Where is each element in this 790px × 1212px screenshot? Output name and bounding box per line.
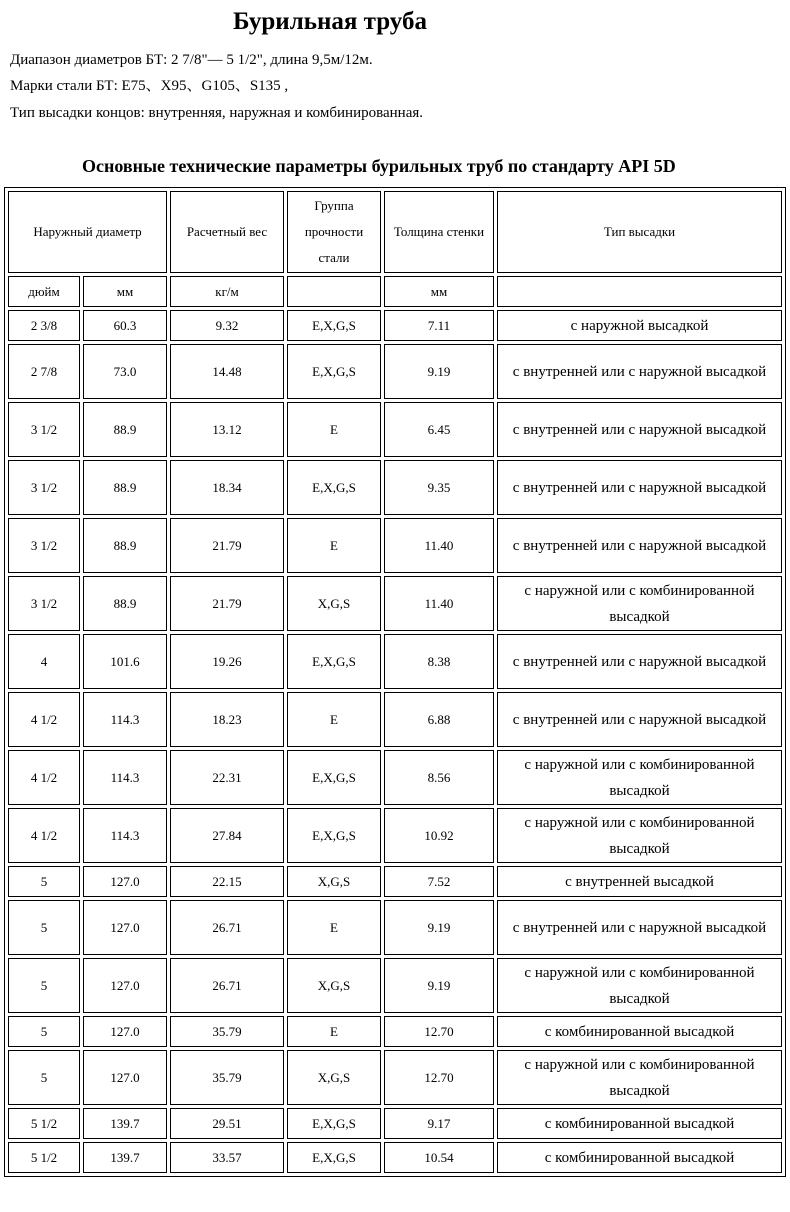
cell-mm: 60.3 (83, 310, 167, 341)
unit-inch: дюйм (8, 276, 80, 307)
cell-strength-group: X,G,S (287, 866, 381, 897)
cell-inch: 5 (8, 1050, 80, 1105)
table-row (8, 866, 782, 897)
cell-weight: 21.79 (170, 518, 284, 573)
cell-wall-thickness: 12.70 (384, 1016, 494, 1047)
cell-upset-type: с внутренней высадкой (497, 866, 782, 897)
table-row (8, 808, 782, 863)
header-row (8, 191, 782, 273)
cell-upset-type: с наружной высадкой (497, 310, 782, 341)
cell-strength-group: E (287, 1016, 381, 1047)
cell-strength-group: E,X,G,S (287, 344, 381, 399)
table-row (8, 900, 782, 955)
table-row (8, 692, 782, 747)
cell-wall-thickness: 9.19 (384, 900, 494, 955)
table-row (8, 1108, 782, 1139)
info-upset-types: Тип высадки концов: внутренняя, наружная и комбинированная. (10, 105, 424, 121)
cell-wall-thickness: 8.56 (384, 750, 494, 805)
table-row (8, 1142, 782, 1173)
cell-upset-type: с внутренней или с наружной высадкой (497, 634, 782, 689)
specs-table (4, 187, 786, 1177)
unit-upset (497, 276, 782, 307)
table-row (8, 1050, 782, 1105)
cell-weight: 13.12 (170, 402, 284, 457)
cell-upset-type: с внутренней или с наружной высадкой (497, 518, 782, 573)
cell-weight: 18.34 (170, 460, 284, 515)
cell-mm: 88.9 (83, 460, 167, 515)
cell-weight: 27.84 (170, 808, 284, 863)
cell-upset-type: с наружной или с комбинированной высадкой (497, 750, 782, 805)
table-row (8, 634, 782, 689)
cell-upset-type: с комбинированной высадкой (497, 1108, 782, 1139)
cell-inch: 4 1/2 (8, 750, 80, 805)
cell-upset-type: с внутренней или с наружной высадкой (497, 900, 782, 955)
units-row (8, 276, 782, 307)
cell-inch: 5 (8, 900, 80, 955)
unit-wall-mm: мм (384, 276, 494, 307)
cell-wall-thickness: 9.19 (384, 958, 494, 1013)
cell-mm: 127.0 (83, 958, 167, 1013)
cell-inch: 3 1/2 (8, 576, 80, 631)
cell-weight: 26.71 (170, 900, 284, 955)
cell-mm: 101.6 (83, 634, 167, 689)
cell-strength-group: E (287, 518, 381, 573)
header-outer-diameter: Наружный диаметр (8, 191, 167, 273)
header-upset-type: Тип высадки (497, 191, 782, 273)
cell-mm: 88.9 (83, 402, 167, 457)
cell-inch: 4 1/2 (8, 692, 80, 747)
cell-strength-group: X,G,S (287, 576, 381, 631)
header-strength-group: Группа прочности стали (287, 191, 381, 273)
cell-inch: 4 (8, 634, 80, 689)
cell-wall-thickness: 9.35 (384, 460, 494, 515)
table-title: Основные технические параметры бурильных труб по стандарту API 5D (82, 156, 676, 176)
cell-strength-group: E,X,G,S (287, 310, 381, 341)
table-row (8, 460, 782, 515)
cell-weight: 26.71 (170, 958, 284, 1013)
cell-strength-group: E,X,G,S (287, 750, 381, 805)
cell-weight: 22.15 (170, 866, 284, 897)
cell-mm: 88.9 (83, 576, 167, 631)
cell-mm: 73.0 (83, 344, 167, 399)
table-row (8, 750, 782, 805)
cell-mm: 127.0 (83, 1016, 167, 1047)
cell-weight: 21.79 (170, 576, 284, 631)
cell-wall-thickness: 9.19 (384, 344, 494, 399)
table-row (8, 344, 782, 399)
cell-inch: 2 7/8 (8, 344, 80, 399)
cell-strength-group: X,G,S (287, 1050, 381, 1105)
unit-mm: мм (83, 276, 167, 307)
cell-mm: 127.0 (83, 866, 167, 897)
cell-upset-type: с комбинированной высадкой (497, 1016, 782, 1047)
cell-weight: 35.79 (170, 1016, 284, 1047)
cell-mm: 127.0 (83, 1050, 167, 1105)
info-steel-grades: Марки стали БТ: E75、X95、G105、S135 , (10, 78, 289, 94)
cell-upset-type: с наружной или с комбинированной высадкой (497, 576, 782, 631)
table-row (8, 402, 782, 457)
cell-wall-thickness: 11.40 (384, 518, 494, 573)
table-row (8, 518, 782, 573)
cell-mm: 88.9 (83, 518, 167, 573)
cell-strength-group: E (287, 402, 381, 457)
cell-inch: 4 1/2 (8, 808, 80, 863)
cell-mm: 139.7 (83, 1108, 167, 1139)
cell-strength-group: X,G,S (287, 958, 381, 1013)
cell-weight: 35.79 (170, 1050, 284, 1105)
table-row (8, 1016, 782, 1047)
cell-wall-thickness: 8.38 (384, 634, 494, 689)
cell-upset-type: с комбинированной высадкой (497, 1142, 782, 1173)
cell-wall-thickness: 10.92 (384, 808, 494, 863)
cell-strength-group: E,X,G,S (287, 808, 381, 863)
cell-wall-thickness: 11.40 (384, 576, 494, 631)
cell-inch: 5 1/2 (8, 1108, 80, 1139)
cell-wall-thickness: 9.17 (384, 1108, 494, 1139)
cell-upset-type: с внутренней или с наружной высадкой (497, 402, 782, 457)
cell-upset-type: с внутренней или с наружной высадкой (497, 460, 782, 515)
cell-mm: 114.3 (83, 808, 167, 863)
unit-kgm: кг/м (170, 276, 284, 307)
cell-weight: 29.51 (170, 1108, 284, 1139)
cell-strength-group: E,X,G,S (287, 1108, 381, 1139)
cell-mm: 127.0 (83, 900, 167, 955)
table-row (8, 310, 782, 341)
cell-upset-type: с внутренней или с наружной высадкой (497, 344, 782, 399)
cell-strength-group: E,X,G,S (287, 460, 381, 515)
cell-wall-thickness: 7.52 (384, 866, 494, 897)
cell-weight: 22.31 (170, 750, 284, 805)
cell-upset-type: с наружной или с комбинированной высадкой (497, 808, 782, 863)
cell-strength-group: E (287, 900, 381, 955)
info-diameter-range: Диапазон диаметров БТ: 2 7/8"— 5 1/2", длина 9,5м/12м. (10, 52, 373, 68)
table-row (8, 576, 782, 631)
cell-wall-thickness: 10.54 (384, 1142, 494, 1173)
cell-weight: 33.57 (170, 1142, 284, 1173)
cell-inch: 3 1/2 (8, 518, 80, 573)
cell-strength-group: E,X,G,S (287, 634, 381, 689)
cell-inch: 5 (8, 866, 80, 897)
header-weight: Расчетный вес (170, 191, 284, 273)
cell-mm: 114.3 (83, 750, 167, 805)
cell-inch: 5 (8, 1016, 80, 1047)
cell-wall-thickness: 12.70 (384, 1050, 494, 1105)
cell-weight: 9.32 (170, 310, 284, 341)
cell-inch: 3 1/2 (8, 402, 80, 457)
table-row (8, 958, 782, 1013)
cell-weight: 14.48 (170, 344, 284, 399)
cell-weight: 18.23 (170, 692, 284, 747)
cell-mm: 139.7 (83, 1142, 167, 1173)
cell-wall-thickness: 7.11 (384, 310, 494, 341)
cell-inch: 5 (8, 958, 80, 1013)
cell-upset-type: с наружной или с комбинированной высадкой (497, 1050, 782, 1105)
cell-upset-type: с внутренней или с наружной высадкой (497, 692, 782, 747)
cell-mm: 114.3 (83, 692, 167, 747)
cell-inch: 2 3/8 (8, 310, 80, 341)
cell-strength-group: E (287, 692, 381, 747)
cell-wall-thickness: 6.45 (384, 402, 494, 457)
unit-strength (287, 276, 381, 307)
cell-upset-type: с наружной или с комбинированной высадкой (497, 958, 782, 1013)
cell-wall-thickness: 6.88 (384, 692, 494, 747)
cell-strength-group: E,X,G,S (287, 1142, 381, 1173)
page-title: Бурильная труба (233, 8, 427, 35)
cell-inch: 5 1/2 (8, 1142, 80, 1173)
cell-weight: 19.26 (170, 634, 284, 689)
header-wall-thickness: Толщина стенки (384, 191, 494, 273)
cell-inch: 3 1/2 (8, 460, 80, 515)
